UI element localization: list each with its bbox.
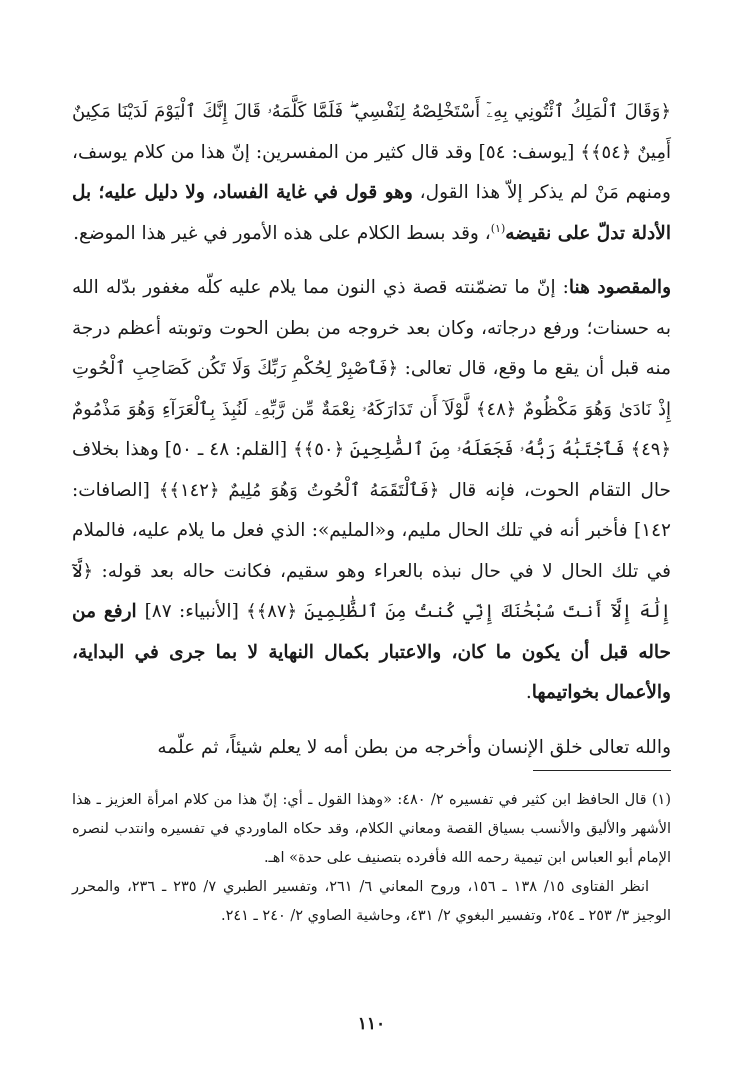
- page-number: ١١٠: [357, 1014, 386, 1034]
- verse-reference: [الصافات: ١٤٢]: [72, 479, 671, 541]
- paragraph-3: [72, 728, 671, 769]
- footnote-1: (١) قال الحافظ ابن كثير في تفسيره ٢/ ٤٨٠: «وهذا القول ـ أي: إنّ هذا من كلام امرأة العزيز ـ هذا الأشهر والأليق والأنسب بسياق القصة ومعاني الكلام، وقد حكاه الماوردي في تفسيره وانتدب لنصره الإمام أبو العباس ابن تيمية رحمه الله فأفرده بتصنيف على حدة» اهـ.: [72, 792, 671, 866]
- main-text: [72, 92, 671, 768]
- verse-reference: [الأنبياء: ٨٧]: [144, 601, 239, 622]
- paragraph-text: وقد قال كثير من المفسرين: إنّ هذا من كلام يوسف، ومنهم مَنْ لم يذكر إلاّ هذا القول،: [72, 141, 671, 203]
- quran-verse: ﴿لَّآ إِلَٰهَ إِلَّآ أَنتَ سُبْحَٰنَكَ إِنِّي كُنتُ مِنَ ٱلظَّٰلِمِينَ ﴿٨٧﴾﴾: [72, 560, 671, 622]
- footnote-marker[interactable]: (١): [490, 221, 506, 235]
- footnote-1-references: انظر الفتاوى ١٥/ ١٣٨ ـ ١٥٦، وروح المعاني ٦/ ٢٦١، وتفسير الطبري ٧/ ٢٣٥ ـ ٢٣٦، والمحرر الوجيز ٣/ ٢٥٣ ـ ٢٥٤، وتفسير البغوي ٢/ ٤٣١، وحاشية الصاوي ٢/ ٢٤٠ ـ ٢٤١.: [72, 879, 671, 924]
- bold-statement: وهو قول في غاية الفساد، ولا دليل عليه؛ بل الأدلة تدلّ على نقيضه: [72, 182, 671, 244]
- paragraph-text: والله تعالى خلق الإنسان وأخرجه من بطن أمه لا يعلم شيئاً، ثم علّمه: [157, 736, 671, 758]
- bold-statement: ارفع من حاله قبل أن يكون ما كان، والاعتبار بكمال النهاية لا بما جرى في البداية، والأعمال بخواتيمها: [72, 601, 671, 703]
- verse-reference: [يوسف: ٥٤]: [478, 141, 575, 163]
- paragraph-1: [72, 92, 671, 254]
- footnotes: [72, 786, 671, 931]
- paragraph-text: وهذا بخلاف حال التقام الحوت، فإنه قال: [72, 439, 671, 501]
- section-lead: والمقصود هنا: [568, 277, 671, 298]
- quran-verse: ﴿وَقَالَ ٱلْمَلِكُ ٱئْتُونِي بِهِۦٓ أَسْتَخْلِصْهُ لِنَفْسِي ۖ فَلَمَّا كَلَّمَهُۥ قَالَ إِنَّكَ ٱلْيَوْمَ لَدَيْنَا مَكِينٌ أَمِينٌ ﴿٥٤﴾﴾: [72, 101, 671, 163]
- paragraph-text: فأخبر أنه في تلك الحال مليم، و«المليم»: الذي فعل ما يلام عليه، فالملام في تلك الحال لا في حال نبذه بالعراء وهو سقيم، فكانت حاله بعد قوله:: [72, 520, 671, 582]
- verse-reference: [القلم: ٤٨ ـ ٥٠]: [164, 439, 288, 460]
- quran-verse: ﴿فَٱلْتَقَمَهُ ٱلْحُوتُ وَهُوَ مُلِيمٌ ﴿١٤٢﴾﴾: [158, 479, 440, 501]
- paragraph-text: ، وقد بسط الكلام على هذه الأمور في غير هذا الموضع.: [73, 222, 491, 244]
- quran-verse: ﴿فَٱصْبِرْ لِحُكْمِ رَبِّكَ وَلَا تَكُن كَصَاحِبِ ٱلْحُوتِ إِذْ نَادَىٰ وَهُوَ مَكْظُومٌ ﴿٤٨﴾ لَّوْلَآ أَن تَدَارَكَهُۥ نِعْمَةٌ مِّن رَّبِّهِۦ لَنُبِذَ بِٱلْعَرَآءِ وَهُوَ مَذْمُومٌ ﴿٤٩﴾ فَٱجْتَبَٰهُ رَبُّهُۥ فَجَعَلَهُۥ مِنَ ٱلصَّٰلِحِينَ ﴿٥٠﴾﴾: [72, 358, 672, 460]
- paragraph-text: .: [525, 682, 532, 703]
- paragraph-text: : إنّ ما تضمّنته قصة ذي النون مما يلام عليه كلّه مغفور بدّله الله به حسنات؛ ورفع درجاته، وكان بعد خروجه من بطن الحوت وتوبته أعظم درجة منه قبل أن يقع ما وقع، قال تعالى:: [72, 277, 671, 379]
- footnote-divider: [533, 770, 671, 771]
- paragraph-2: [72, 268, 671, 714]
